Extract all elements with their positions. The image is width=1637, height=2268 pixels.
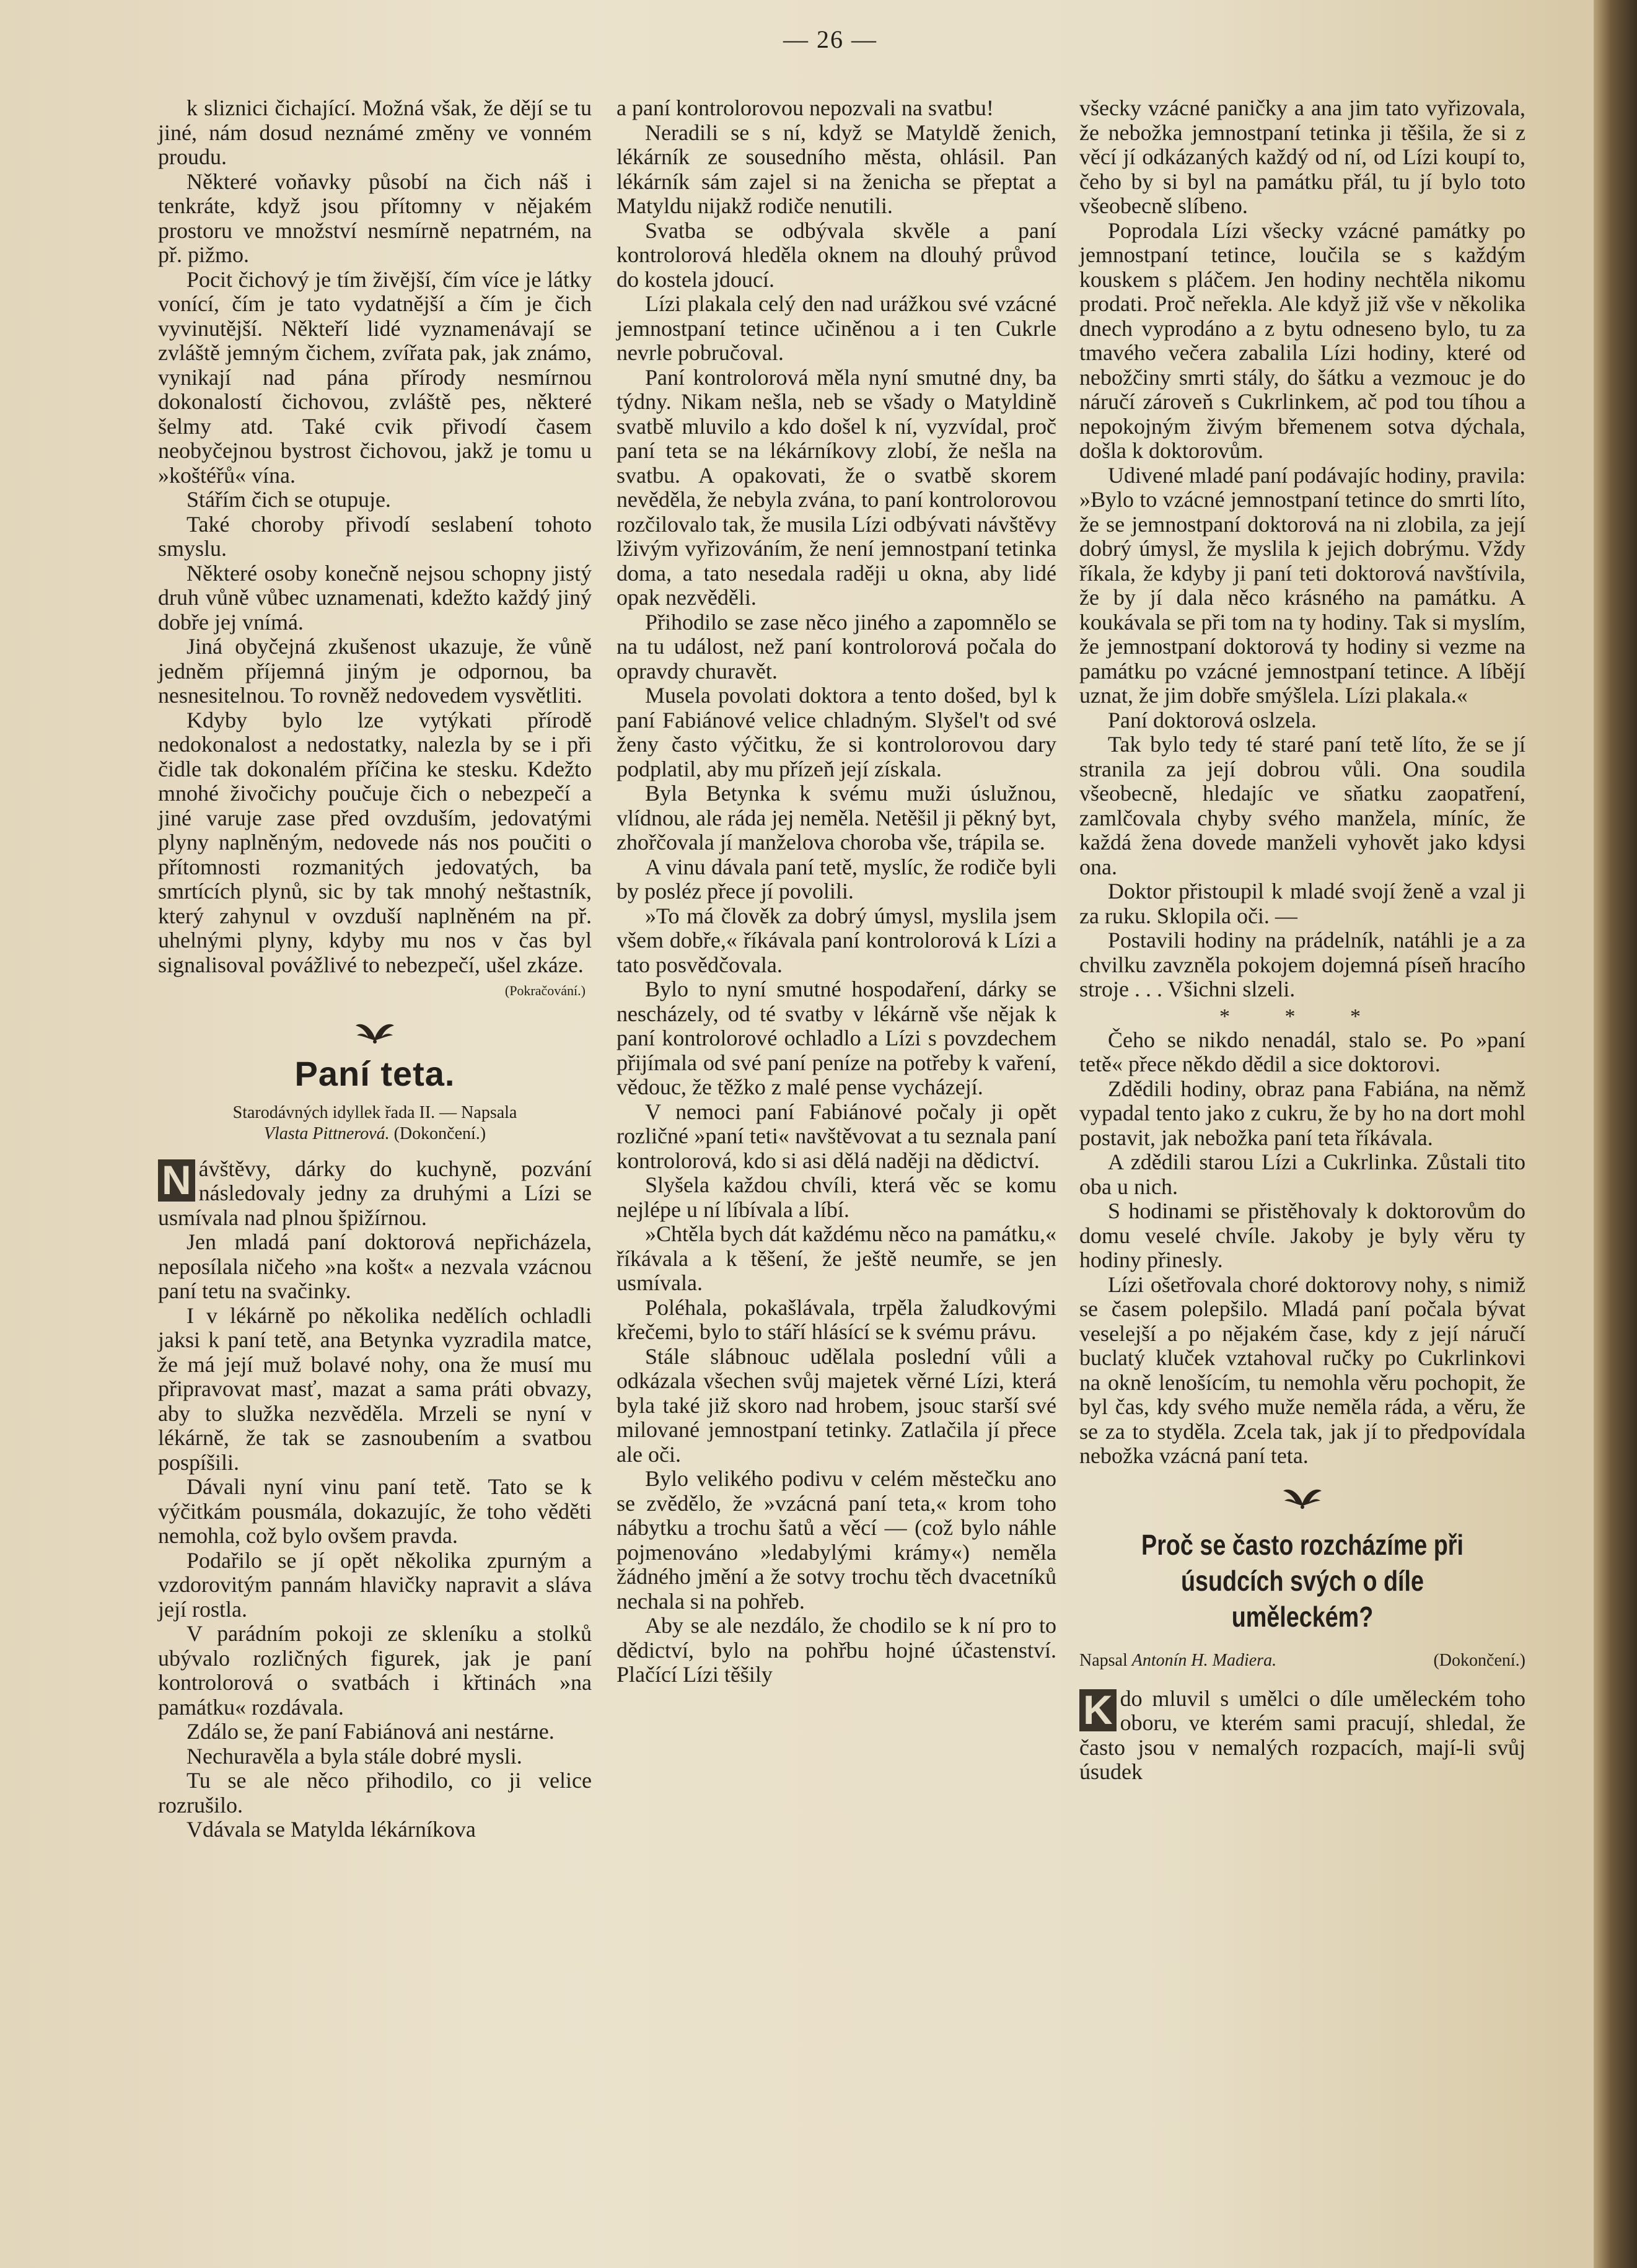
paragraph: Bylo velikého podivu v celém městečku ano se zvědělo, že »vzácná paní teta,« krom toho nábytku a trochu šatů a věcí — (což bylo náhle pojmenováno »ledabylými krámy«) neměla žádného jmění a že sotvy trochu těch dvacetníků nechala si na pohřeb. <box>617 1466 1056 1614</box>
column-1-paragraphs <box>158 96 592 977</box>
paragraph: »To má člověk za dobrý úmysl, myslila jsem všem dobře,« říkávala paní kontrolorová k Lízi a tato posvědčovala. <box>617 903 1056 977</box>
paragraph: Lízi plakala celý den nad urážkou své vzácné jemnostpaní tetince učiněnou a i ten Cukrle nevrle pobručoval. <box>617 291 1056 365</box>
paragraph: Udivené mladé paní podávajíc hodiny, pravila: »Bylo to vzácné jemnostpaní tetince do smrti líto, že se jemnostpaní doktorová na ni zlobila, za její dobrý úmysl, že myslila k jejich dobrýmu. Vždy říkala, že kdyby ji paní teti doktorová navštívila, že by jí dala něco krásného na památku. A koukávala se při tom na ty hodiny. Tak si myslím, že jemnostpaní doktorová ty hodiny si vezme na památku po vzácné jemnostpaní tetince. A líbějí uznat, že jim dobře smýšlela. Lízi plakala.« <box>1079 462 1525 708</box>
paragraph: Byla Betynka k svému muži úslužnou, vlídnou, ale ráda jej neměla. Netěšil ji pěkný byt, zhořčovala jí manželova choroba vše, trápila se. <box>617 781 1056 855</box>
first-paragraph-text: ávštěvy, dárky do kuchyně, pozvání následovaly jedny za druhými a Lízi se usmívala nad plnou špižírnou. <box>158 1156 592 1230</box>
paragraph: Jiná obyčejná zkušenost ukazuje, že vůně jedněm příjemná jiným je odpornou, ba nesnesitelnou. To rovněž nedovedem vysvětliti. <box>158 634 592 708</box>
article-author: Antonín H. Madiera. <box>1131 1651 1277 1670</box>
story-series: Starodávných idyllek řada II. — Napsala <box>232 1102 517 1122</box>
paragraph: Poprodala Lízi všecky vzácné památky po jemnostpaní tetince, loučila se s každým kouskem s pláčem. Jen hodiny nechtěla nikomu prodati. Proč neřekla. Ale když již vše v několika dnech vyprodáno a z bytu odneseno bylo, tu za tmavého večera zabalila Lízi hodiny, které od nebožčiny smrti stály, do šátku a vezmouc je do náručí zároveň s Cukrlinkem, ač pod tou tíhou a nepokojným živým břemenem sotva dýchala, došla k doktorovům. <box>1079 218 1525 463</box>
section-break-stars: * * * <box>1219 1004 1385 1028</box>
paragraph: Také choroby přivodí seslabení tohoto smyslu. <box>158 511 592 561</box>
paragraph: Doktor přistoupil k mladé svojí ženě a vzal ji za ruku. Sklopila oči. — <box>1079 879 1525 928</box>
paragraph: S hodinami se přistěhovaly k doktorovům do domu veselé chvíle. Jakoby je byly věru ty hodiny přinesly. <box>1079 1198 1525 1272</box>
paragraph: V parádním pokoji ze skleníku a stolků ubývalo rozličných figurek, jak je paní kontrolorová o svatbách i křtinách »na památku« rozdávala. <box>158 1621 592 1720</box>
fleuron-ornament-icon <box>158 1019 592 1050</box>
story-first-paragraph <box>158 1157 592 1231</box>
paragraph: Tu se ale něco přihodilo, co ji velice rozrušilo. <box>158 1768 592 1817</box>
paragraph: Pocit čichový je tím živější, čím více je látky vonící, čím je tato vydatnější a čím je čich vyvinutější. Někteří lidé vyznamenávají se zvláště jemným čichem, zvířata pak, jak známo, vynikají nad pána přírody nesmírnou dokonalostí čichovou, zvláště pes, některé šelmy atd. Také cvik přivodí časem neobyčejnou bystrost čichovou, jakž je tomu u »koštéřů« vína. <box>158 266 592 488</box>
paragraph: A vinu dávala paní tetě, myslíc, že rodiče byli by posléz přece jí povolili. <box>617 854 1056 903</box>
story-subtitle <box>158 1102 592 1145</box>
paragraph: Některé voňavky působí na čich náš i tenkráte, když jsou přítomny v nějakém prostoru ve množství nesmírně nepatrném, na př. pižmo. <box>158 169 592 267</box>
column-1 <box>158 96 592 1842</box>
paragraph: Kdyby bylo lze vytýkati přírodě nedokonalost a nedostatky, nalezla by se i při čidle tak dokonalém příčina ke stesku. Kdežto mnohé živočichy poučuje čich o nebezpečí a jiné varuje zase před ovzduším, jedovatými plyny naplněným, nedovede nás nos poučiti o přítomnosti rozmanitých jedovatých, ba smrtících plynů, sic by tak mnohý neštastník, který zahynul v ovzduší naplněném na př. uhelnými plyny, kdyby mu nos v čas byl signalisoval povážlivé to nebezpečí, ušel zkáze. <box>158 707 592 977</box>
paragraph: Slyšela každou chvíli, která věc se komu nejlépe u ní líbívala a líbí. <box>617 1172 1056 1222</box>
story-author: Vlasta Pittnerová. <box>263 1123 390 1143</box>
column-3-paragraphs <box>1079 96 1525 1002</box>
paragraph: Čeho se nikdo nenadál, stalo se. Po »paní tetě« přece někdo dědil a sice doktorovi. <box>1079 1027 1525 1076</box>
drop-cap-letter: N <box>158 1159 195 1202</box>
paragraph: Přihodilo se zase něco jiného a zapomnělo se na tu událost, než paní kontrolorová počala do opravdy churavět. <box>617 609 1056 683</box>
article-first-paragraph <box>1079 1687 1525 1785</box>
page-number: — 26 — <box>783 25 877 53</box>
paragraph: Jen mladá paní doktorová nepřicházela, neposílala ničeho »na košt« a nezvala vzácnou paní tetu na svačinky. <box>158 1229 592 1303</box>
paragraph: Nechuravěla a byla stále dobré mysli. <box>187 1743 522 1769</box>
paragraph: a paní kontrolorovou nepozvali na svatbu! <box>617 95 994 120</box>
column-3 <box>1079 96 1525 1785</box>
paragraph: V nemoci paní Fabiánové počaly ji opět rozličné »paní teti« navštěvovat a tu seznala paní kontrolorová, kdo si asi dělá naději na dědictví. <box>617 1099 1056 1173</box>
paragraph: I v lékárně po několika nedělích ochladli jaksi k paní tetě, ana Betynka vyzradila matce, že má její muž bolavé nohy, ona že musí mu připravovat masť, mazat a sama práti obvazy, aby to služka nezvěděla. Mrzeli se nyní v lékárně, že tak se zasnoubením a svatbou pospíšili. <box>158 1303 592 1475</box>
paragraph: »Chtěla bych dát každému něco na památku,« říkávala a k těšení, že ještě neumře, se jen usmívala. <box>617 1221 1056 1295</box>
continued-note: (Pokračování.) <box>504 983 586 998</box>
paragraph: Bylo to nyní smutné hospodaření, dárky se nescházely, od té svatby v lékárně vše nějak k paní kontrolorové ochladlo a Lízi s povzdechem přijímala od své paní peníze na potřeby k vaření, vědouc, že těžko z malé pense vycházejí. <box>617 977 1056 1099</box>
article-byline <box>1079 1648 1525 1673</box>
article-first-paragraph-text: do mluvil s umělci o díle uměleckém toho oboru, ve kterém sami pracují, shledal, že často jsou v nemalých rozpacích, mají-li svůj úsudek <box>1079 1686 1525 1784</box>
story-status: (Dokončení.) <box>393 1123 486 1143</box>
paragraph: Svatba se odbývala skvěle a paní kontrolorová hleděla oknem na dlouhý průvod do kostela jdoucí. <box>617 218 1056 292</box>
paragraph: Některé osoby konečně nejsou schopny jistý druh vůně vůbec uznamenati, kdežto každý jiný dobře jej vnímá. <box>158 560 592 635</box>
story-paragraphs <box>158 1230 592 1842</box>
paragraph: všecky vzácné paničky a ana jim tato vyřizovala, že nebožka jemnostpaní tetinka ji těšila, že si z věcí jí odkázaných každý od ní, od Lízi koupí to, čeho by si byl na památku přál, tu jí bylo toto všeobecně slíbeno. <box>1079 95 1525 218</box>
column-2 <box>617 96 1056 1687</box>
paragraph: Podařilo se jí opět několika zpurným a vzdorovitým pannám hlavičky napravit a sláva její rostla. <box>158 1547 592 1622</box>
column-2-paragraphs <box>617 96 1056 1687</box>
paragraph: Vdávala se Matylda lékárníkova <box>187 1817 476 1842</box>
paragraph: Paní kontrolorová měla nyní smutné dny, ba týdny. Nikam nešla, neb se všady o Matyldině svatbě mluvilo a kdo došel k ní, vyzvídal, proč paní teta se na lékárníkovy zlobí, že nešla na svatbu. A opakovati, že o svatbě skorem nevěděla, že nebyla zvána, to paní kontrolorovou rozčilovalo tak, že musila Lízi odbývati návštěvy lživým vyřizováním, že není jemnostpaní tetinka doma, a tato nesedala raději u okna, aby lidé opak nezvěděli. <box>617 364 1056 610</box>
paragraph: k sliznici čichající. Možná však, že dějí se tu jiné, nám dosud neznámé změny ve vonném proudu. <box>158 95 592 169</box>
column-3-paragraphs-after-break <box>1079 1028 1525 1469</box>
article-title: Proč se často rozcházíme při úsudcích svých o díle uměleckém? <box>1141 1529 1464 1633</box>
paragraph: Lízi ošetřovala choré doktorovy nohy, s nimiž se časem polepšilo. Mladá paní počala bývat veselejší a po nějakém čase, kdy z její náručí buclatý kluček vztahoval ručky po Cukrlinkovi na okně lenošícím, tu nemohla věru pochopit, že byl čas, kdy svého muže neměla ráda, a věru, že se za to styděla. Zcela tak, jak jí to předpovídala nebožka vzácná paní teta. <box>1079 1272 1525 1468</box>
paragraph: Zdálo se, že paní Fabiánová ani nestárne. <box>187 1719 555 1744</box>
article-status: (Dokončení.) <box>1433 1651 1525 1670</box>
paragraph: Stářím čich se otupuje. <box>187 487 391 512</box>
paragraph: Musela povolati doktora a tento došed, byl k paní Fabiánové velice chladným. Slyšel't od své ženy často výčitku, že si kontrolorovou dary podplatil, aby mu přízeň její získala. <box>617 683 1056 781</box>
paragraph: Aby se ale nezdálo, že chodilo se k ní pro to dědictví, bylo na pohřbu hojné účastenství. Plačící Lízi těšily <box>617 1613 1056 1687</box>
paragraph: Poléhala, pokašlávala, trpěla žaludkovými křečemi, bylo to stáří hlásící se k svému právu. <box>617 1294 1056 1344</box>
paragraph: Neradili se s ní, když se Matyldě ženich, lékárník ze sousedního města, ohlásil. Pan lékárník sám zajel si na ženicha se přeptat a Matyldu nijakž rodiče nenutili. <box>617 120 1056 218</box>
paragraph: Tak bylo tedy té staré paní tetě líto, že se jí stranila za její dobrou vůli. Ona soudila všeobecně, hledajíc ve sňatku zaopatření, zamlčovala chyby svého manžela, míníc, že každá žena dovede manželi vyhovět jako kdysi ona. <box>1079 732 1525 879</box>
paragraph: Postavili hodiny na prádelník, natáhli je a za chvilku zavzněla pokojem dojemná píseň hracího stroje . . . Všichni slzeli. <box>1079 928 1525 1001</box>
byline-prefix: Napsal <box>1079 1651 1128 1670</box>
drop-cap-letter: K <box>1079 1689 1117 1731</box>
fleuron-ornament-icon <box>1079 1485 1525 1515</box>
story-title: Paní teta. <box>294 1054 455 1093</box>
paragraph: Dávali nyní vinu paní tetě. Tato se k výčitkám pousmála, dokazujíc, že toho věděti nemohla, což bylo ovšem pravda. <box>158 1474 592 1548</box>
paragraph: A zdědili starou Lízi a Cukrlinka. Zůstali tito oba u nich. <box>1079 1149 1525 1199</box>
paragraph: Paní doktorová oslzela. <box>1108 707 1317 732</box>
book-spine-edge <box>1594 0 1637 2268</box>
paragraph: Stále slábnouc udělala poslední vůli a odkázala všechen svůj majetek věrné Lízi, která byla také již skoro nad hrobem, jsouc starší své milované jemnostpaní tetinky. Zatlačila jí přece ale oči. <box>617 1343 1056 1467</box>
paragraph: Zdědili hodiny, obraz pana Fabiána, na němž vypadal tento jako z cukru, že by ho na dort mohl postavit, jak nebožka paní teta říkávala. <box>1079 1076 1525 1150</box>
